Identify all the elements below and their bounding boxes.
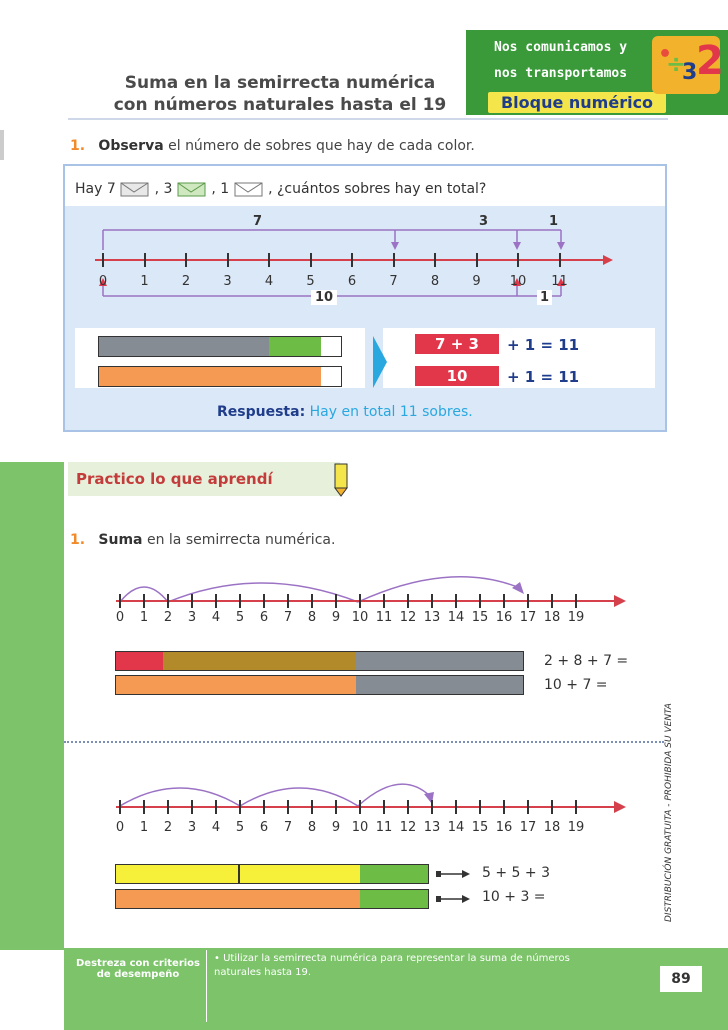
tick-mark: [479, 594, 481, 608]
tick-mark: [144, 253, 146, 267]
footer-label: Destreza con criterios de desempeño: [76, 958, 201, 980]
bar-segment-7: [99, 337, 269, 356]
top-jump-7: [103, 230, 399, 250]
tick-label: 11: [375, 610, 393, 625]
tick-label: 8: [307, 820, 317, 835]
page-title: [100, 72, 460, 116]
footer-bullet: • Utilizar la semirrecta numérica para representar la suma de números naturales hasta 19.: [214, 953, 570, 978]
tick-label: 3: [187, 610, 197, 625]
label-3: 3: [479, 214, 489, 229]
tick-label: 6: [259, 820, 269, 835]
jump-5a: [120, 788, 240, 806]
tick-label: 2: [181, 274, 191, 289]
tick-mark: [476, 253, 478, 267]
practice-heading-text: Practico lo que aprendí: [76, 470, 273, 488]
tick-mark: [407, 800, 409, 814]
tick-mark: [551, 594, 553, 608]
tick-label: 12: [399, 610, 417, 625]
chevron-right-icon: [373, 336, 387, 388]
practice-instruction: [70, 532, 335, 548]
tick-mark: [455, 800, 457, 814]
segment-10: [116, 676, 356, 694]
tick-mark: [310, 253, 312, 267]
tick-mark: [239, 800, 241, 814]
segment-3: [360, 865, 428, 883]
tick-mark: [191, 800, 193, 814]
segment-3b: [360, 890, 428, 908]
example-box: [63, 164, 667, 432]
bar-segment-10: [99, 367, 321, 386]
tick-label: 17: [519, 820, 537, 835]
practice-a-arrowhead: [614, 595, 626, 607]
tick-mark: [119, 800, 121, 814]
practice-b-bar-1: [115, 864, 429, 884]
tick-mark: [335, 594, 337, 608]
question-part-2: , 3: [154, 181, 173, 197]
tick-label: 14: [447, 820, 465, 835]
tick-mark: [143, 800, 145, 814]
label-1: 1: [549, 214, 559, 229]
tick-mark: [215, 800, 217, 814]
top-jump-1: [517, 230, 565, 250]
tick-label: 5: [235, 820, 245, 835]
exercise-number: 1.: [70, 138, 86, 154]
tick-label: 8: [430, 274, 440, 289]
practice-verb: Suma: [98, 532, 143, 548]
tick-mark: [191, 594, 193, 608]
equation-2-rest: + 1 = 11: [507, 368, 580, 386]
tick-mark: [143, 594, 145, 608]
tick-label: 15: [471, 610, 489, 625]
tick-mark: [263, 594, 265, 608]
tick-label: 7: [389, 274, 398, 289]
tick-mark: [434, 253, 436, 267]
tick-mark: [351, 253, 353, 267]
page-edge-mark: [0, 130, 4, 160]
tick-mark: [335, 800, 337, 814]
title-line-2: con números naturales hasta el 19: [113, 95, 447, 115]
number-line-arrowhead: [603, 255, 613, 265]
envelope-white-icon: [234, 180, 264, 198]
tick-mark: [407, 594, 409, 608]
tick-label: 4: [211, 820, 221, 835]
tick-mark: [263, 800, 265, 814]
tick-label: 1: [140, 274, 149, 289]
example-number-line: [65, 206, 665, 336]
answer-label: Respuesta:: [217, 404, 306, 420]
equation-box-10: 10: [415, 366, 499, 386]
tick-mark: [383, 800, 385, 814]
segment-7: [356, 652, 523, 670]
logo-digit: 2: [696, 38, 724, 84]
tick-label: 18: [543, 820, 561, 835]
tick-mark: [287, 800, 289, 814]
tick-mark: [287, 594, 289, 608]
bar-10-1: [98, 366, 342, 387]
tick-label: 5: [306, 274, 315, 289]
segment-10b: [116, 890, 360, 908]
tick-mark: [431, 800, 433, 814]
tick-mark: [455, 594, 457, 608]
tick-mark: [167, 800, 169, 814]
tick-mark: [311, 800, 313, 814]
tick-label: 17: [519, 610, 537, 625]
footer-bullet-text: Utilizar la semirrecta numérica para representar la suma de números naturales hasta 19.: [214, 953, 570, 978]
tick-label: 14: [447, 610, 465, 625]
segment-5a: [116, 865, 240, 883]
instruction-verb: Observa: [98, 138, 164, 154]
tick-mark: [359, 594, 361, 608]
tick-mark: [167, 594, 169, 608]
tick-label: 3: [187, 820, 197, 835]
tick-label: 16: [495, 610, 513, 625]
tick-mark: [575, 594, 577, 608]
tick-label: 3: [223, 274, 232, 289]
tick-label: 0: [115, 610, 125, 625]
segment-8: [163, 652, 356, 670]
jump-3: [358, 784, 430, 806]
bar-segment-3: [269, 337, 321, 356]
tick-label: 7: [283, 820, 293, 835]
practice-b-arrowhead: [614, 801, 626, 813]
tick-mark: [311, 594, 313, 608]
label-1-bottom: 1: [537, 290, 552, 305]
tick-mark: [393, 253, 395, 267]
tick-label: 9: [331, 610, 341, 625]
instruction-text: el número de sobres que hay de cada color.: [168, 138, 475, 154]
practice-a-bar-1: [115, 651, 524, 671]
tick-label: 13: [423, 820, 441, 835]
tick-mark: [479, 800, 481, 814]
tick-mark: [575, 800, 577, 814]
tick-mark: [215, 594, 217, 608]
title-line-1: Suma en la semirrecta numérica: [124, 73, 436, 93]
logo-small-digit: 3: [682, 60, 698, 85]
tick-label: 13: [423, 610, 441, 625]
label-7: 7: [253, 214, 263, 229]
dotted-separator: [64, 741, 664, 743]
practice-a-bar-2: [115, 675, 524, 695]
practice-b-equation-1: 5 + 5 + 3: [482, 865, 550, 881]
practice-instruction-text: en la semirrecta numérica.: [146, 532, 336, 548]
practice-a-equation-2: 10 + 7 =: [544, 677, 608, 693]
envelope-gray-icon: [120, 180, 150, 198]
tick-mark: [119, 594, 121, 608]
tick-label: 19: [567, 820, 585, 835]
tick-label: 2: [163, 610, 173, 625]
segment-7b: [356, 676, 523, 694]
unit-name-line-2: nos transportamos: [494, 66, 628, 81]
exercise-1-instruction: [70, 138, 475, 154]
tick-label: 9: [472, 274, 481, 289]
practice-heading: [68, 462, 350, 496]
tick-label: 2: [163, 820, 173, 835]
tick-label: 4: [211, 610, 221, 625]
label-10: 10: [311, 290, 337, 305]
tick-label: 10: [351, 610, 369, 625]
tick-label: 11: [551, 274, 568, 289]
equation-box-7-3: 7 + 3: [415, 334, 499, 354]
unit-name-line-1: Nos comunicamos y: [494, 40, 628, 55]
side-notice: DISTRIBUCIÓN GRATUITA - PROHIBIDA SU VENTA: [664, 703, 674, 922]
tick-mark: [551, 800, 553, 814]
tick-label: 11: [375, 820, 393, 835]
practice-b-equation-2: 10 + 3 =: [482, 889, 546, 905]
tick-label: 7: [283, 610, 293, 625]
question-part-1: Hay 7: [75, 181, 116, 197]
tick-label: 1: [139, 820, 149, 835]
answer-text: Hay en total 11 sobres.: [309, 404, 473, 420]
tick-label: 15: [471, 820, 489, 835]
tick-mark: [517, 253, 519, 267]
tick-mark: [503, 800, 505, 814]
tick-label: 10: [351, 820, 369, 835]
tick-label: 16: [495, 820, 513, 835]
tick-mark: [185, 253, 187, 267]
tick-label: 10: [509, 274, 527, 289]
question: [75, 180, 486, 198]
question-part-4: , ¿cuántos sobres hay en total?: [268, 181, 487, 197]
practice-b-bar-2: [115, 889, 429, 909]
unit-logo: • ÷ 3 2: [652, 36, 720, 94]
block-label: Bloque numérico: [488, 92, 666, 113]
tick-mark: [227, 253, 229, 267]
tick-label: 0: [98, 274, 108, 289]
segment-5b: [240, 865, 360, 883]
answer: [217, 404, 473, 420]
arrow-right-icon: [436, 868, 470, 880]
tick-mark: [383, 594, 385, 608]
tick-label: 5: [235, 610, 245, 625]
green-side-strip: [0, 462, 64, 950]
tick-mark: [359, 800, 361, 814]
arrow-right-icon: [436, 893, 470, 905]
tick-mark: [102, 253, 104, 267]
footer-divider: [206, 950, 207, 1022]
tick-label: 8: [307, 610, 317, 625]
tick-label: 19: [567, 610, 585, 625]
tick-mark: [503, 594, 505, 608]
tick-mark: [239, 594, 241, 608]
top-jump-3: [395, 230, 521, 250]
tick-label: 6: [259, 610, 269, 625]
page-number: 89: [660, 966, 702, 992]
pencil-icon: [332, 462, 350, 498]
header-divider: [68, 118, 668, 120]
tick-mark: [559, 253, 561, 267]
bar-7-3-1: [98, 336, 342, 357]
tick-mark: [268, 253, 270, 267]
tick-mark: [527, 800, 529, 814]
practice-number: 1.: [70, 532, 86, 548]
segment-2: [116, 652, 163, 670]
equation-1-rest: + 1 = 11: [507, 336, 580, 354]
envelope-green-icon: [177, 180, 207, 198]
tick-label: 9: [331, 820, 341, 835]
tick-label: 1: [139, 610, 149, 625]
tick-mark: [431, 594, 433, 608]
jump-5b: [240, 788, 358, 806]
tick-label: 12: [399, 820, 417, 835]
practice-a-equation-1: 2 + 8 + 7 =: [544, 653, 629, 669]
tick-label: 18: [543, 610, 561, 625]
tick-label: 0: [115, 820, 125, 835]
question-part-3: , 1: [211, 181, 230, 197]
tick-label: 6: [347, 274, 357, 289]
tick-label: 4: [264, 274, 274, 289]
tick-mark: [527, 594, 529, 608]
